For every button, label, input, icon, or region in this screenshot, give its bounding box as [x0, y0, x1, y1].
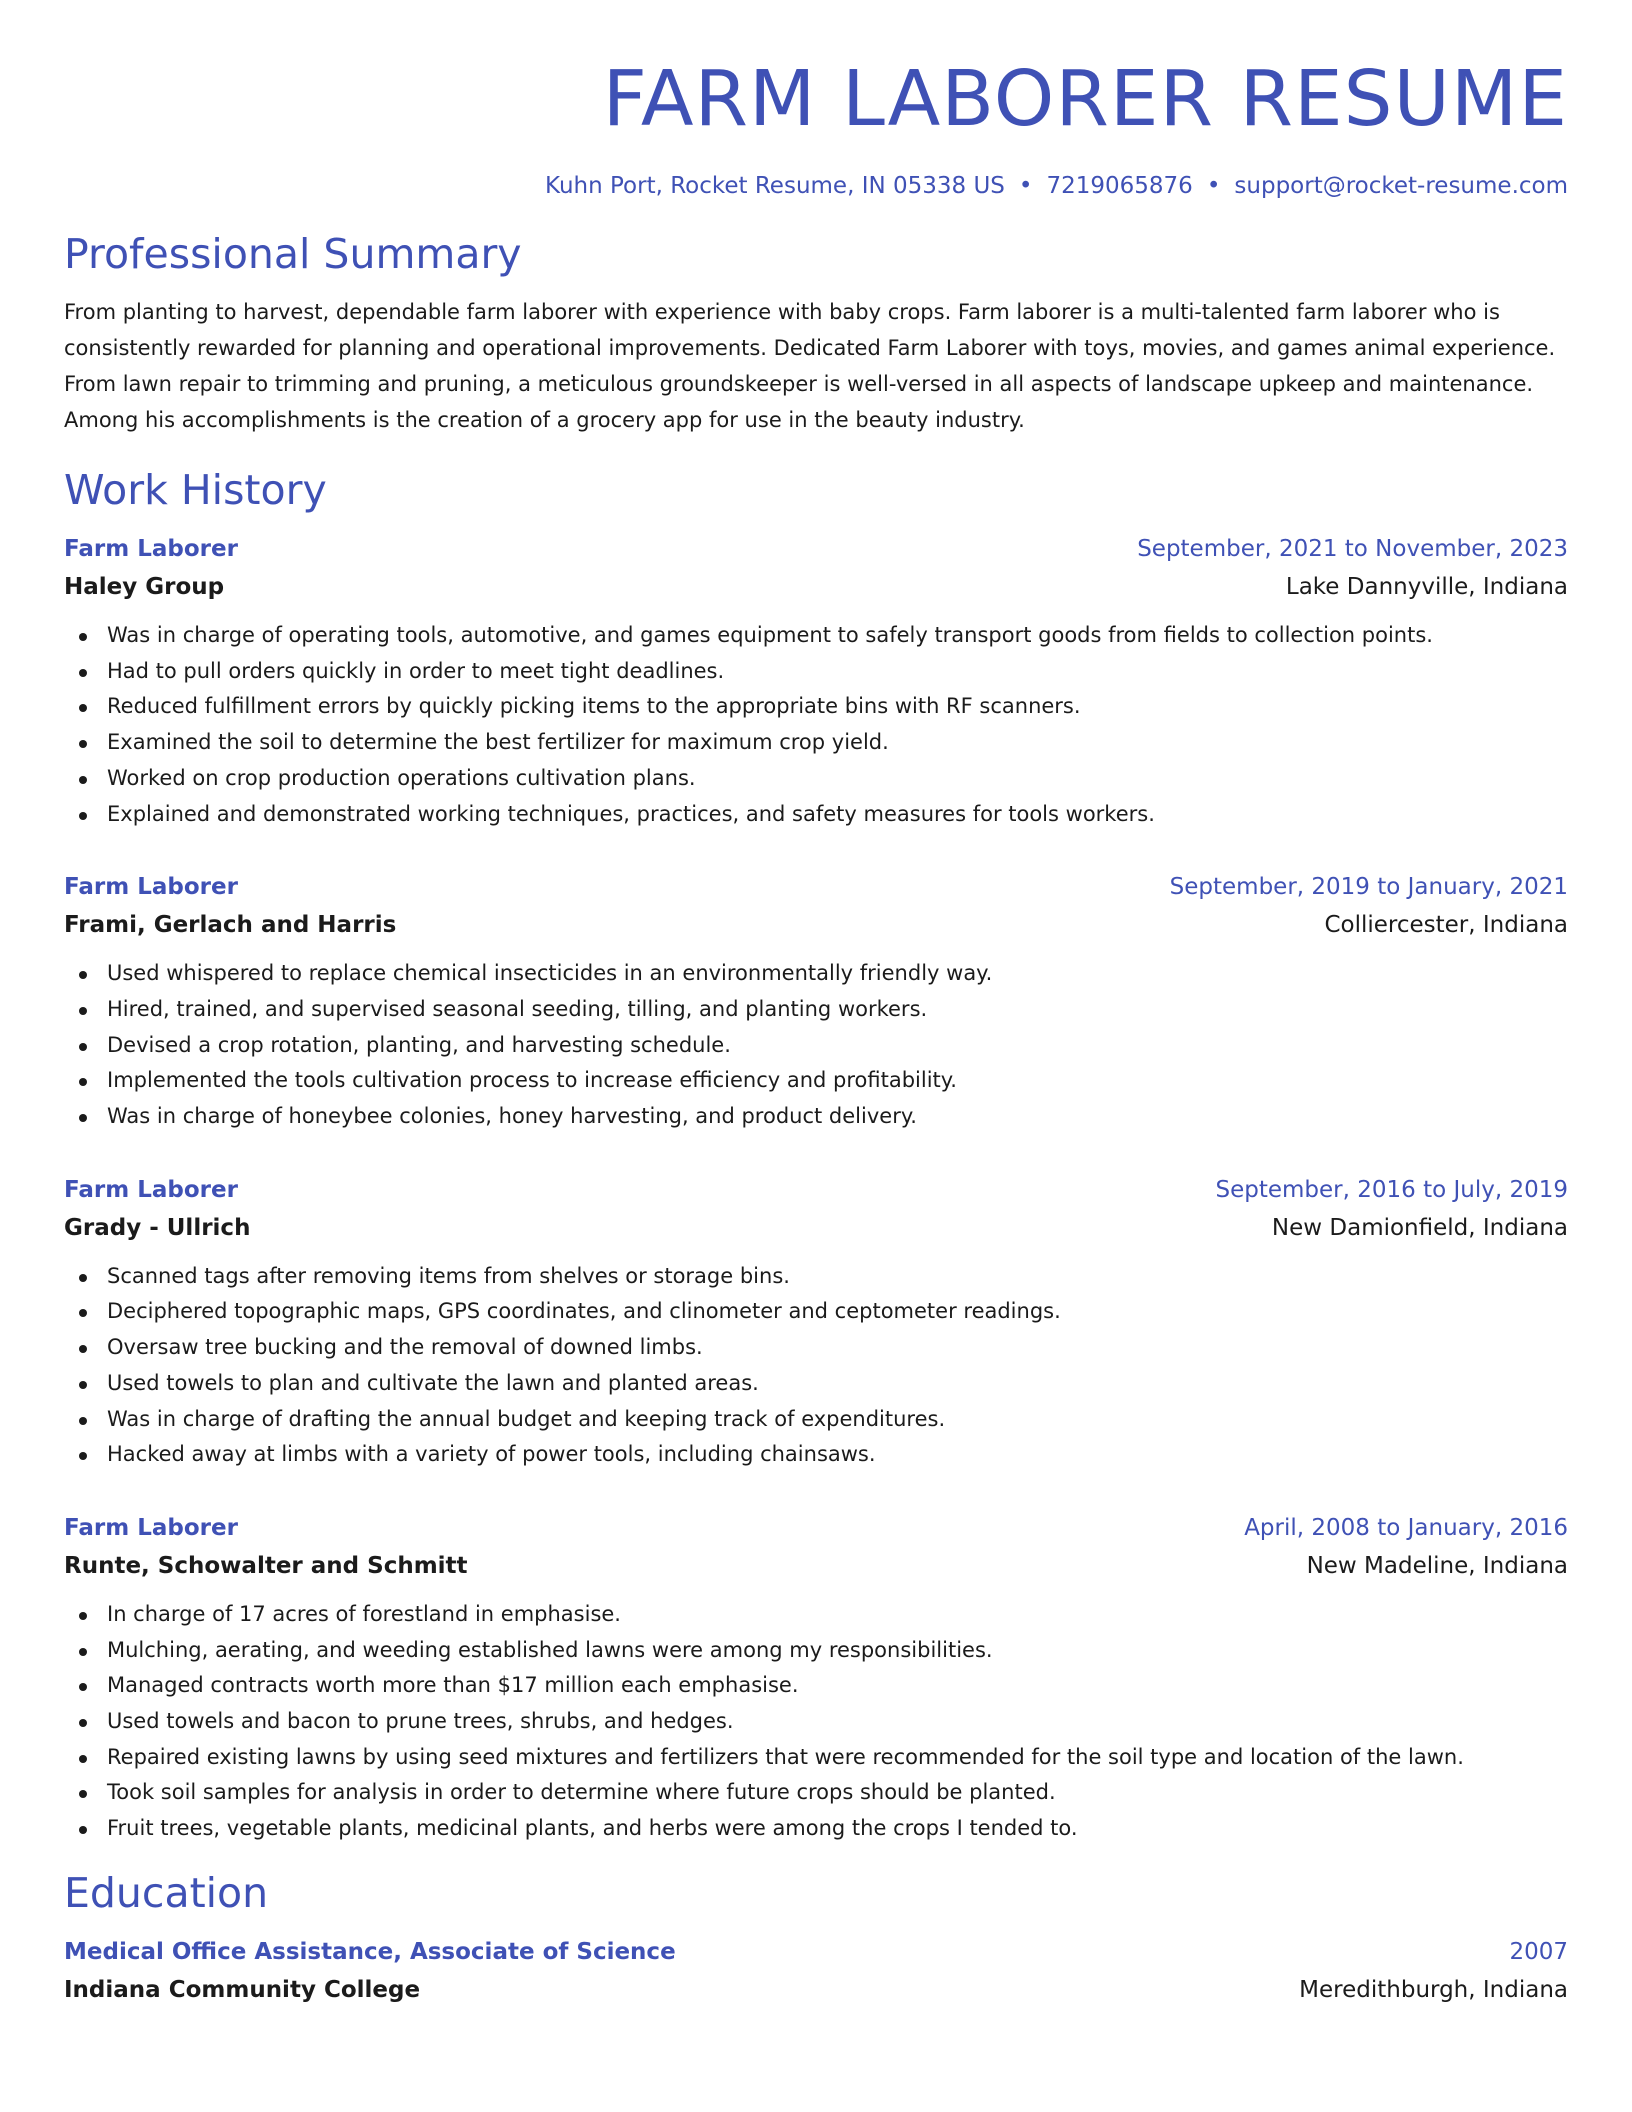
job-bullet: Oversaw tree bucking and the removal of downed limbs. — [64, 1330, 1568, 1366]
job-role: Farm Laborer — [64, 1514, 238, 1541]
job-bullet: Used towels and bacon to prune trees, shrubs, and hedges. — [64, 1704, 1568, 1740]
education-entry — [64, 1933, 1568, 2009]
job-bullets — [64, 956, 1568, 1135]
job-bullets — [64, 1259, 1568, 1473]
job-bullet: Explained and demonstrated working techniques, practices, and safety measures for tools workers. — [64, 797, 1568, 833]
job-bullet: Hired, trained, and supervised seasonal seeding, tilling, and planting workers. — [64, 992, 1568, 1028]
job-bullet: Was in charge of honeybee colonies, honey harvesting, and product delivery. — [64, 1099, 1568, 1135]
job-bullet: Was in charge of operating tools, automotive, and games equipment to safely transport goods from fields to collection points. — [64, 618, 1568, 654]
job-entry — [64, 1509, 1568, 1847]
contact-address: Kuhn Port, Rocket Resume, IN 05338 US — [545, 173, 1005, 199]
job-role: Farm Laborer — [64, 874, 238, 901]
job-bullet: Hacked away at limbs with a variety of power tools, including chainsaws. — [64, 1437, 1568, 1473]
job-bullets — [64, 1597, 1568, 1847]
resume-title: FARM LABORER RESUME — [602, 55, 1568, 144]
job-bullet: Used whispered to replace chemical insecticides in an environmentally friendly way. — [64, 956, 1568, 992]
job-company: Haley Group — [64, 574, 225, 600]
job-location: New Damionfield, Indiana — [1271, 1214, 1568, 1241]
job-bullet: In charge of 17 acres of forestland in emphasise. — [64, 1597, 1568, 1633]
contact-phone: 7219065876 — [1046, 173, 1193, 199]
job-bullet: Scanned tags after removing items from shelves or storage bins. — [64, 1259, 1568, 1295]
job-bullet: Had to pull orders quickly in order to meet tight deadlines. — [64, 654, 1568, 690]
job-bullet: Deciphered topographic maps, GPS coordinates, and clinometer and ceptometer readings. — [64, 1294, 1568, 1330]
education-year: 2007 — [1509, 1938, 1568, 1965]
job-bullet: Took soil samples for analysis in order to determine where future crops should be planted. — [64, 1775, 1568, 1811]
job-dates: September, 2019 to January, 2021 — [1169, 874, 1568, 901]
contact-separator: • — [1018, 173, 1033, 199]
job-bullet: Implemented the tools cultivation process to increase efficiency and profitability. — [64, 1063, 1568, 1099]
job-bullet: Was in charge of drafting the annual budget and keeping track of expenditures. — [64, 1402, 1568, 1438]
education-school: Indiana Community College — [64, 1976, 421, 2003]
job-dates: September, 2016 to July, 2019 — [1215, 1176, 1568, 1203]
job-bullets — [64, 618, 1568, 832]
contact-email: support@rocket-resume.com — [1234, 173, 1568, 199]
job-bullet: Managed contracts worth more than $17 million each emphasise. — [64, 1668, 1568, 1704]
education-heading: Education — [64, 1868, 269, 1917]
job-company: Runte, Schowalter and Schmitt — [64, 1552, 468, 1579]
job-company: Frami, Gerlach and Harris — [64, 912, 397, 939]
job-location: Colliercester, Indiana — [1324, 912, 1568, 939]
job-bullet: Worked on crop production operations cultivation plans. — [64, 761, 1568, 797]
job-entry — [64, 868, 1568, 1135]
job-location: New Madeline, Indiana — [1306, 1552, 1568, 1579]
summary-text: From planting to harvest, dependable farm laborer with experience with baby crops. Farm laborer is a multi-talented farm laborer who is consistently rewarded for planning and operational improvements. Dedicated Farm Laborer with toys, movies, and games animal experience. From lawn repair to trimming and pruning, a meticulous groundskeeper is well-versed in all aspects of landscape upkeep and maintenance. Among his accomplishments is the creation of a grocery app for use in the beauty industry. — [64, 300, 1556, 432]
job-bullet: Repaired existing lawns by using seed mixtures and fertilizers that were recommended for the soil type and location of the lawn. — [64, 1740, 1568, 1776]
job-location: Lake Dannyville, Indiana — [1285, 574, 1568, 600]
education-degree: Medical Office Assistance, Associate of Science — [64, 1938, 676, 1965]
job-dates: April, 2008 to January, 2016 — [1244, 1514, 1568, 1541]
job-entry — [64, 1171, 1568, 1473]
job-role: Farm Laborer — [64, 536, 238, 562]
job-bullet: Examined the soil to determine the best fertilizer for maximum crop yield. — [64, 725, 1568, 761]
job-entry — [64, 530, 1568, 832]
resume-header — [64, 52, 1568, 202]
job-company: Grady - Ullrich — [64, 1214, 251, 1241]
contact-separator: • — [1206, 173, 1221, 199]
contact-line — [64, 170, 1568, 202]
work-history-list — [64, 530, 1568, 1847]
job-role: Farm Laborer — [64, 1176, 238, 1203]
job-bullet: Devised a crop rotation, planting, and harvesting schedule. — [64, 1028, 1568, 1064]
education-location: Meredithburgh, Indiana — [1299, 1976, 1568, 2003]
summary-heading: Professional Summary — [64, 230, 522, 278]
work-history-heading: Work History — [64, 466, 327, 514]
job-dates: September, 2021 to November, 2023 — [1137, 536, 1568, 562]
job-bullet: Mulching, aerating, and weeding established lawns were among my responsibilities. — [64, 1633, 1568, 1669]
job-bullet: Used towels to plan and cultivate the lawn and planted areas. — [64, 1366, 1568, 1402]
job-bullet: Reduced fulfillment errors by quickly picking items to the appropriate bins with RF scanners. — [64, 689, 1568, 725]
job-bullet: Fruit trees, vegetable plants, medicinal plants, and herbs were among the crops I tended to. — [64, 1811, 1568, 1847]
